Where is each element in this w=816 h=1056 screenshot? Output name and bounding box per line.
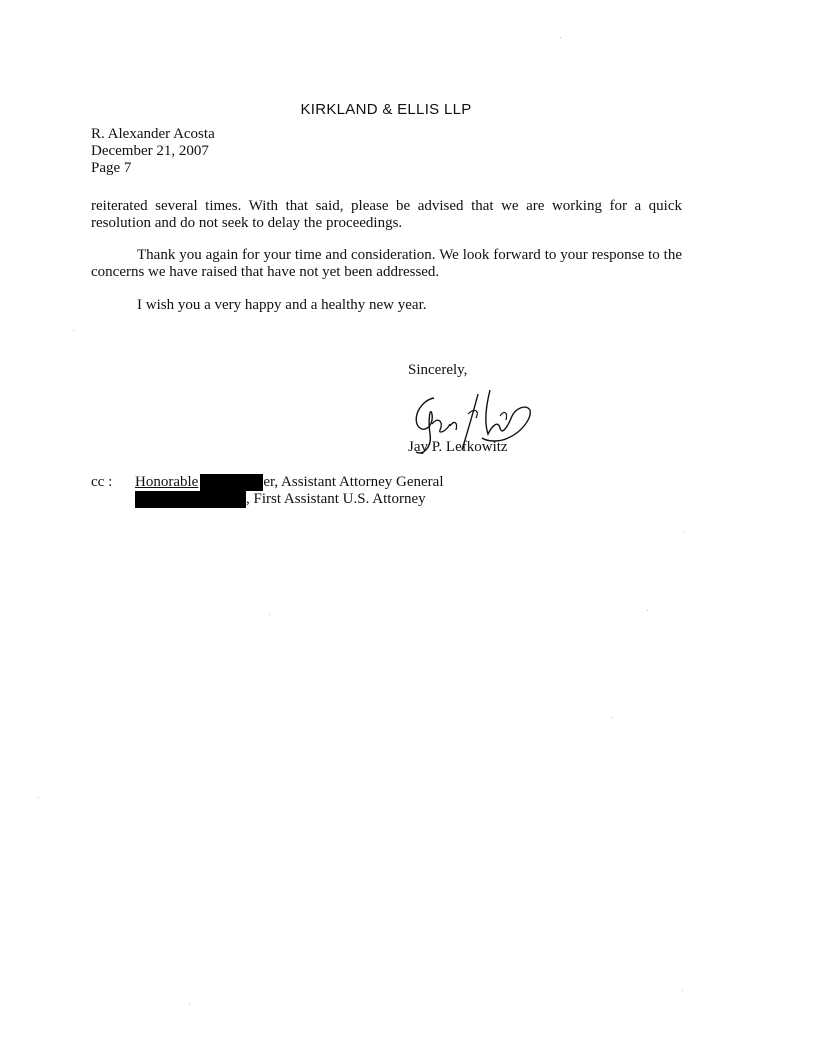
cc-line-2-title: , First Assistant U.S. Attorney [246,491,426,507]
scan-speck [560,37,561,38]
scan-speck [38,797,39,798]
body-paragraph-3: I wish you a very happy and a healthy new year. [137,297,427,313]
scan-speck [73,330,74,331]
cc-line-2 [135,491,426,508]
signer-name: Jay P. Lefkowitz [408,439,508,455]
cc-honorable-prefix: Honorable [135,474,199,490]
scan-speck [269,614,270,615]
scan-speck [612,717,613,718]
body-paragraph-1: reiterated several times. With that said, please be advised that we are working for a quick resolution and do not seek to delay the proceedings. [91,198,682,231]
scan-speck [683,532,684,533]
recipient-name: R. Alexander Acosta [91,126,215,142]
redaction-bar [135,491,246,508]
redaction-bar [200,474,263,491]
scan-speck [682,990,683,991]
letter-header [91,126,215,177]
closing-salutation: Sincerely, [408,362,468,378]
letter-date: December 21, 2007 [91,143,209,159]
cc-line-1 [135,474,444,491]
firm-letterhead: KIRKLAND & ELLIS LLP [300,101,472,118]
scan-speck [189,1003,190,1004]
body-paragraph-2: Thank you again for your time and consideration. We look forward to your response to the concerns we have raised that have not yet been addressed. [91,247,682,280]
page-number: Page 7 [91,160,132,176]
cc-label: cc : [91,474,113,490]
cc-line-1-title: er, Assistant Attorney General [263,474,444,490]
scan-speck [647,610,648,611]
